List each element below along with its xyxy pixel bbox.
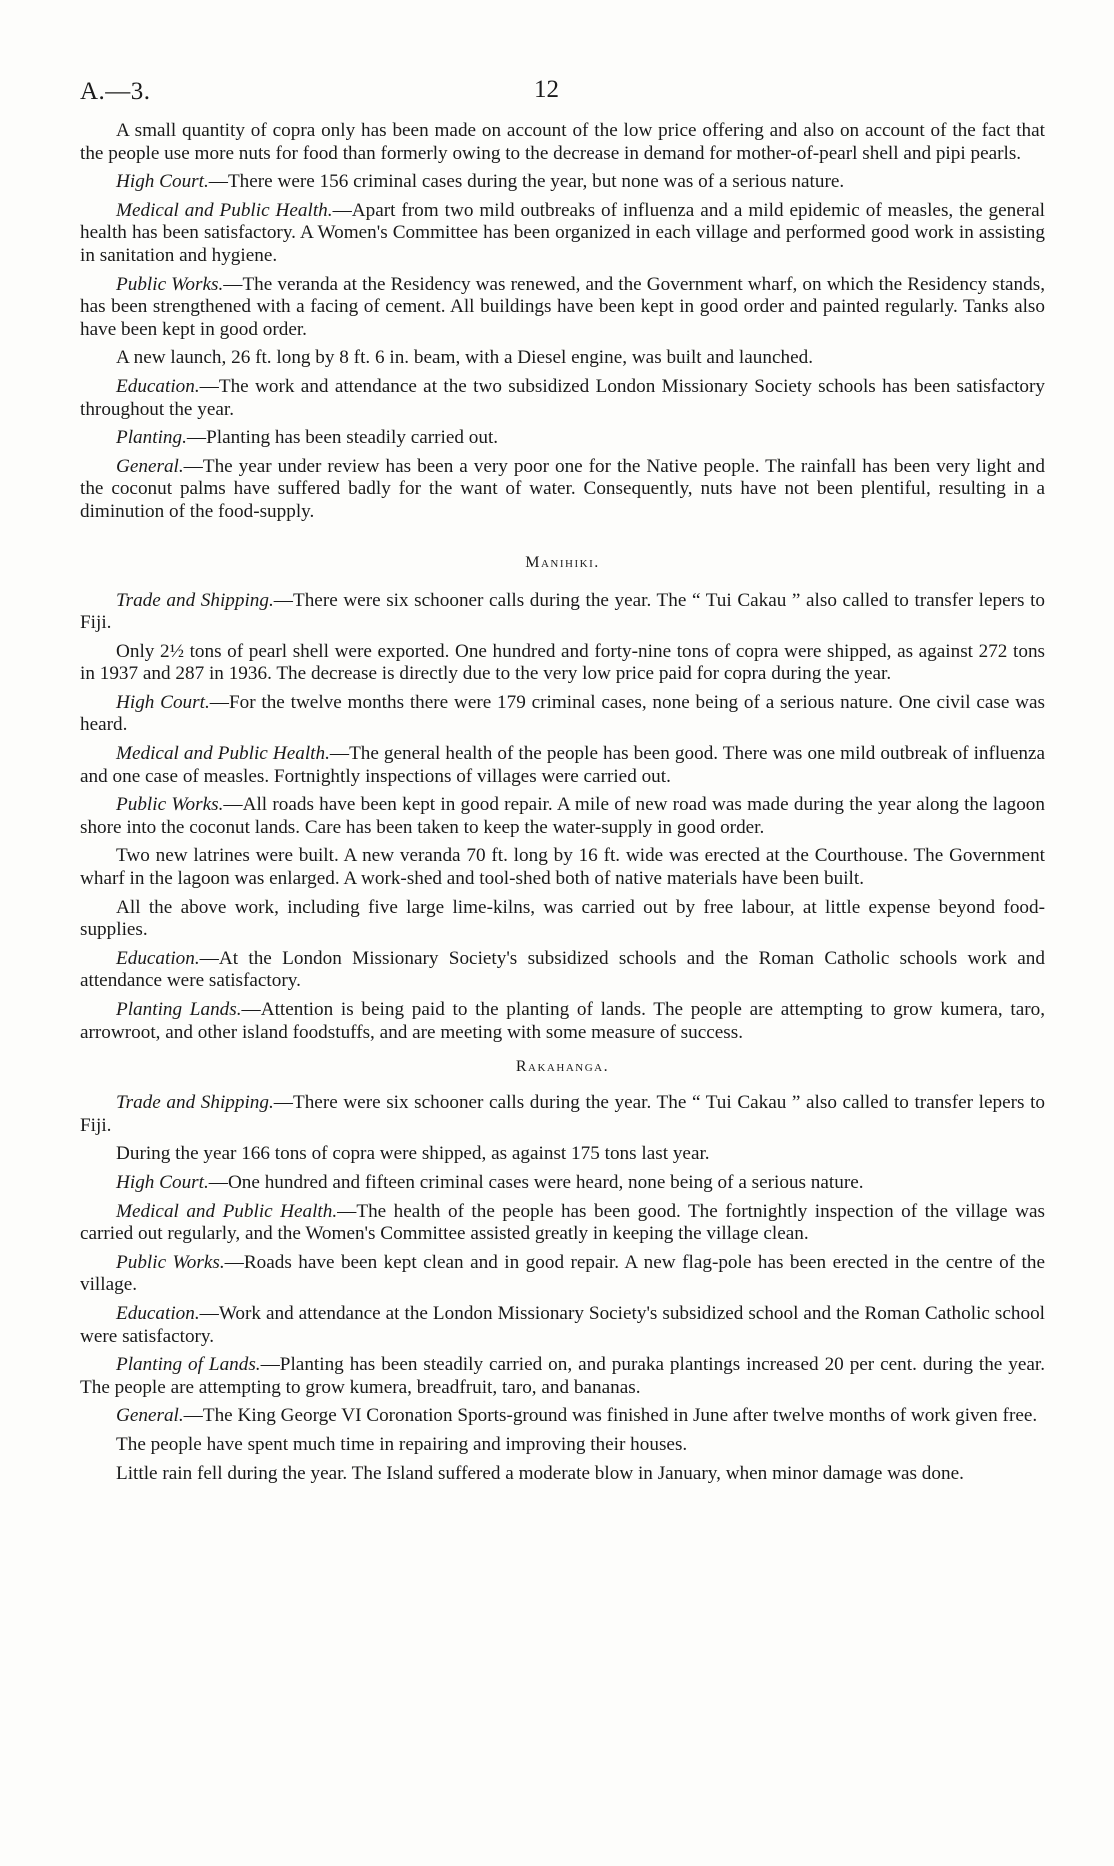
- paragraph-text: —Planting has been steadily carried out.: [186, 427, 499, 449]
- paragraph-lead: General.: [116, 1405, 184, 1427]
- paragraph-text: —One hundred and fifteen criminal cases were heard, none being of a serious nature.: [208, 1171, 864, 1193]
- paragraph-text: —All roads have been kept in good repair. A mile of new road was made during the year along the lagoon shore into the coconut lands. Care has been taken to keep the water-supply in good order.: [80, 794, 1045, 838]
- paragraph-lead: Public Works.: [116, 794, 224, 816]
- paragraph-lead: Trade and Shipping.: [116, 1092, 274, 1114]
- paragraph: [80, 120, 1045, 165]
- paragraph-lead: High Court.: [116, 691, 210, 713]
- paragraph-text: —The general health of the people has been good. There was one mild outbreak of influenza and one case of measles. Fortnightly inspections of villages were carried out.: [80, 743, 1045, 787]
- section-2: [80, 1058, 1045, 1485]
- paragraph: [80, 1201, 1045, 1246]
- paragraph-text: —At the London Missionary Society's subsidized schools and the Roman Catholic schools work and attendance were satisfactory.: [80, 947, 1045, 992]
- paragraph: [80, 948, 1045, 993]
- document-body: [80, 120, 1045, 1485]
- paragraph: [80, 171, 1045, 194]
- paragraph: [80, 1252, 1045, 1297]
- paragraph-lead: Planting Lands.: [116, 999, 242, 1020]
- section-heading: Rakahanga.: [515, 1058, 610, 1076]
- paragraph-text: —Work and attendance at the London Missionary Society's subsidized school and the Roman Catholic school were satisfactory.: [80, 1302, 1045, 1347]
- paragraph-lead: Planting.: [116, 427, 187, 449]
- paragraph: [80, 641, 1045, 686]
- paragraph: [80, 590, 1045, 635]
- paragraph-text: During the year 166 tons of copra were shipped, as against 175 tons last year.: [116, 1143, 710, 1165]
- paragraph-text: —There were six schooner calls during the year. The “ Tui Cakau ” also called to transfer lepers to Fiji.: [80, 589, 1046, 634]
- paragraph: [80, 845, 1045, 890]
- paragraph: [80, 1172, 1045, 1195]
- paragraph: [80, 1092, 1045, 1137]
- paragraph-text: Only 2½ tons of pearl shell were exported. One hundred and forty-nine tons of copra were shipped, as against 272 tons in 1937 and 287 in 1936. The decrease is directly due to the very low price paid for copra during the year.: [80, 640, 1045, 685]
- paragraph: [80, 200, 1045, 268]
- section-0: [80, 120, 1045, 524]
- paragraph-lead: Medical and Public Health.: [116, 1200, 338, 1222]
- paragraph-text: A small quantity of copra only has been made on account of the low price offering and also on account of the fact that the people use more nuts for food than formerly owing to the decrease in demand for mother-of-pearl shell and pipi pearls.: [80, 120, 1045, 164]
- paragraph-text: Little rain fell during the year. The Island suffered a moderate blow in January, when minor damage was done.: [116, 1462, 964, 1484]
- paragraph: [80, 1434, 1045, 1457]
- paragraph-lead: General.: [116, 455, 184, 477]
- paragraph-text: —The year under review has been a very poor one for the Native people. The rainfall has been very light and the coconut palms have suffered badly for the want of water. Consequently, nuts have not been plentiful, resulting in a diminution of the food-supply.: [80, 455, 1045, 522]
- paragraph-lead: Public Works.: [116, 273, 224, 295]
- paragraph-text: Two new latrines were built. A new veranda 70 ft. long by 16 ft. wide was erected at the Courthouse. The Government wharf in the lagoon was enlarged. A work-shed and tool-shed both of native materials have been built.: [80, 845, 1045, 890]
- paragraph-lead: Education.: [116, 1302, 200, 1324]
- paragraph: [80, 692, 1045, 737]
- paragraph-lead: Medical and Public Health.: [116, 743, 330, 765]
- paragraph-lead: Education.: [116, 375, 200, 397]
- paragraph-text: —Planting has been steadily carried on, and puraka plantings increased 20 per cent. during the year. The people are attempting to grow kumera, breadfruit, taro, and bananas.: [80, 1354, 1045, 1398]
- document-reference: A.—3.: [80, 78, 151, 105]
- paragraph: [80, 347, 1045, 370]
- paragraph: [80, 1405, 1045, 1428]
- section-heading: Manihiki.: [525, 553, 600, 571]
- paragraph: [80, 427, 1045, 450]
- paragraph: [80, 1463, 1045, 1486]
- paragraph: [80, 794, 1045, 839]
- paragraph-text: All the above work, including five large lime-kilns, was carried out by free labour, at little expense beyond food-supplies.: [80, 896, 1045, 941]
- paragraph-text: —For the twelve months there were 179 criminal cases, none being of a serious nature. One civil case was heard.: [80, 691, 1045, 736]
- paragraph-text: —Roads have been kept clean and in good repair. A new flag-pole has been erected in the centre of the village.: [80, 1251, 1045, 1296]
- paragraph-lead: High Court.: [116, 171, 209, 193]
- paragraph: [80, 1303, 1045, 1348]
- page-header: [80, 70, 1045, 120]
- paragraph-lead: Trade and Shipping.: [116, 589, 274, 611]
- paragraph-text: The people have spent much time in repairing and improving their houses.: [116, 1433, 688, 1455]
- paragraph-text: —The work and attendance at the two subsidized London Missionary Society schools has been satisfactory throughout the year.: [80, 375, 1045, 420]
- paragraph: [80, 897, 1045, 942]
- document-page: [80, 70, 1045, 1491]
- paragraph: [80, 1354, 1045, 1399]
- section-1: [80, 554, 1045, 1045]
- paragraph-lead: Education.: [116, 947, 200, 969]
- paragraph: [80, 743, 1045, 788]
- page-number: 12: [534, 76, 559, 103]
- paragraph-lead: Public Works.: [116, 1251, 225, 1273]
- paragraph: [80, 1143, 1045, 1166]
- paragraph-lead: Medical and Public Health.: [116, 199, 333, 221]
- paragraph-lead: Planting of Lands.: [116, 1354, 261, 1376]
- paragraph-lead: High Court.: [116, 1171, 209, 1193]
- paragraph: [80, 274, 1045, 342]
- paragraph-text: —There were six schooner calls during the year. The “ Tui Cakau ” also called to transfer lepers to Fiji.: [80, 1092, 1046, 1136]
- paragraph-text: —The health of the people has been good. The fortnightly inspection of the village was carried out regularly, and the Women's Committee assisted greatly in keeping the village clean.: [80, 1200, 1045, 1245]
- paragraph: [80, 376, 1045, 421]
- paragraph-text: —The King George VI Coronation Sports-ground was finished in June after twelve months of work given free.: [183, 1405, 1038, 1427]
- paragraph-text: A new launch, 26 ft. long by 8 ft. 6 in. beam, with a Diesel engine, was built and launched.: [116, 347, 813, 369]
- paragraph: [80, 456, 1045, 524]
- paragraph-text: —Attention is being paid to the planting of lands. The people are attempting to grow kumera, taro, arrowroot, and other island foodstuffs, and are meeting with some measure of success.: [80, 999, 1046, 1043]
- paragraph: [80, 999, 1045, 1044]
- paragraph-text: —There were 156 criminal cases during the year, but none was of a serious nature.: [208, 171, 845, 193]
- paragraph-text: —The veranda at the Residency was renewed, and the Government wharf, on which the Residency stands, has been strengthened with a facing of cement. All buildings have been kept in good order and painted regularly. Tanks also have been kept in good order.: [80, 273, 1045, 340]
- paragraph-text: —Apart from two mild outbreaks of influenza and a mild epidemic of measles, the general health has been satisfactory. A Women's Committee has been organized in each village and performed good work in assisting in sanitation and hygiene.: [80, 199, 1045, 266]
